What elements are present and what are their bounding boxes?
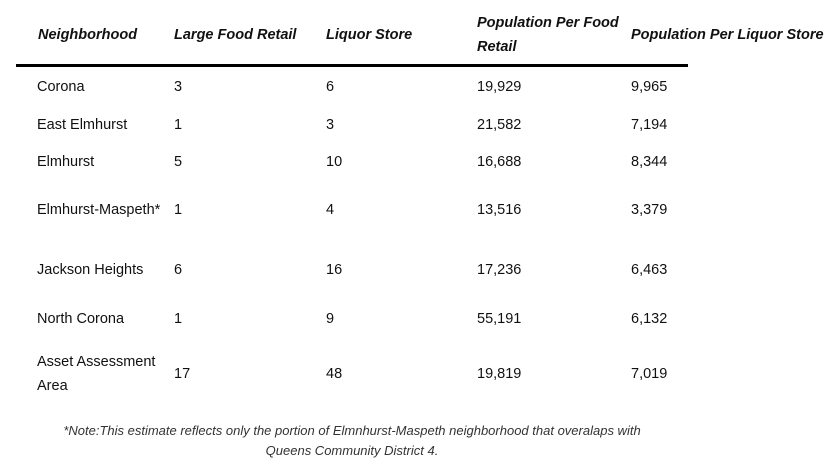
header-population-per-food-retail: Population Per Food Retail [477,6,631,66]
header-neighborhood: Neighborhood [16,6,174,66]
cell-neighborhood: North Corona [37,310,125,327]
footnote [0,421,704,461]
cell-neighborhood: Jackson Heights [37,262,144,278]
cell-population-per-food-retail: 16,688 [477,153,522,170]
cell-neighborhood: Corona [37,78,85,95]
cell-population-per-food-retail: 17,236 [477,262,522,278]
cell-population-per-food-retail: 21,582 [477,116,522,133]
data-table [16,6,824,411]
cell-population-per-liquor-store: 6,132 [631,310,668,327]
cell-population-per-food-retail: 55,191 [477,310,522,327]
table-row [16,240,688,300]
table-row [16,66,688,107]
cell-population-per-food-retail: 19,819 [477,366,522,382]
header-large-food-retail: Large Food Retail [174,6,326,66]
cell-liquor-store: 6 [326,78,335,95]
footnote-line-1: *Note:This estimate reflects only the portion of Elmnhurst-Maspeth neighborhood that overalaps with [63,423,641,438]
cell-large-food-retail: 17 [174,366,191,382]
cell-large-food-retail: 1 [174,116,183,133]
cell-liquor-store: 16 [326,262,343,278]
cell-neighborhood: East Elmhurst [37,116,128,133]
cell-liquor-store: 9 [326,310,335,327]
cell-population-per-liquor-store: 7,194 [631,116,668,133]
cell-population-per-liquor-store: 3,379 [631,202,668,218]
table-row [16,180,688,240]
cell-population-per-food-retail: 19,929 [477,78,522,95]
cell-liquor-store: 10 [326,153,343,170]
cell-large-food-retail: 6 [174,262,183,278]
table-row [16,337,688,411]
cell-neighborhood: Elmhurst [37,153,95,170]
cell-liquor-store: 3 [326,116,335,133]
cell-large-food-retail: 1 [174,310,183,327]
cell-liquor-store: 4 [326,202,335,218]
cell-large-food-retail: 3 [174,78,183,95]
cell-large-food-retail: 5 [174,153,183,170]
table-row [16,300,688,337]
footnote-line-2: Queens Community District 4. [265,443,439,458]
cell-population-per-liquor-store: 7,019 [631,366,668,382]
header-liquor-store: Liquor Store [326,6,477,66]
cell-population-per-liquor-store: 9,965 [631,78,668,95]
table-row [16,106,688,143]
cell-population-per-food-retail: 13,516 [477,202,522,218]
cell-large-food-retail: 1 [174,202,183,218]
cell-neighborhood: Elmhurst-Maspeth* [37,202,161,218]
cell-neighborhood: Asset Assessment Area [37,354,156,394]
header-population-per-liquor-store: Population Per Liquor Store [631,6,688,66]
header-row [16,6,688,66]
table-row [16,143,688,180]
cell-population-per-liquor-store: 6,463 [631,262,668,278]
cell-population-per-liquor-store: 8,344 [631,153,668,170]
cell-liquor-store: 48 [326,366,343,382]
